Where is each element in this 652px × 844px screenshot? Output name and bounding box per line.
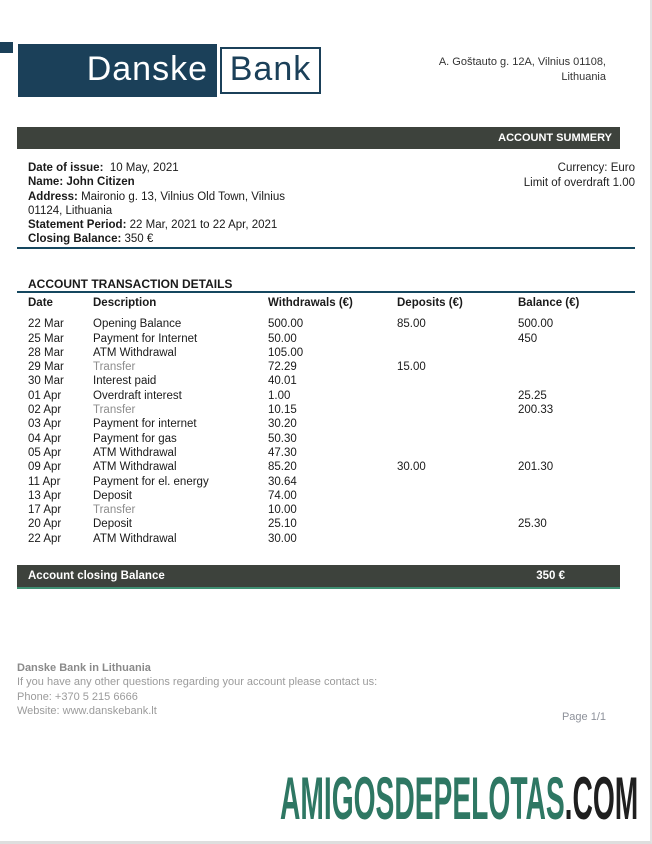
cell-description: Deposit	[93, 489, 132, 502]
table-row	[17, 503, 635, 517]
table-row	[17, 403, 635, 417]
statement-period-label: Statement Period:	[28, 219, 127, 232]
cell-description: Opening Balance	[93, 318, 182, 331]
table-row	[17, 446, 635, 460]
cell-withdrawals: 10.00	[268, 504, 297, 517]
cell-withdrawals: 500.00	[268, 318, 304, 331]
danske-bank-logo	[18, 44, 321, 97]
col-header-date: Date	[28, 297, 53, 309]
cell-deposits: 15.00	[397, 361, 426, 374]
cell-deposits	[397, 374, 518, 388]
col-header-deposits: Deposits (€)	[397, 297, 463, 309]
table-row	[17, 460, 635, 474]
cell-description: Transfer	[93, 361, 136, 374]
cell-withdrawals: 1.00	[268, 389, 291, 402]
closing-balance-label: Closing Balance:	[28, 233, 122, 246]
transaction-table	[17, 296, 635, 546]
col-header-withdrawals: Withdrawals (€)	[268, 297, 353, 309]
cell-withdrawals: 105.00	[268, 346, 304, 359]
cell-description: Transfer	[93, 504, 136, 517]
cell-date: 29 Mar	[28, 361, 64, 374]
cell-withdrawals: 47.30	[268, 446, 297, 459]
cell-date: 28 Mar	[28, 346, 64, 359]
cell-balance	[518, 346, 635, 360]
cell-date: 02 Apr	[28, 404, 62, 417]
table-row	[17, 389, 635, 403]
summary-divider-rule	[17, 247, 635, 249]
cell-deposits: 30.00	[397, 461, 426, 474]
account-closing-balance-bar	[17, 565, 620, 589]
cell-description: Interest paid	[93, 375, 157, 388]
col-header-description: Description	[93, 297, 157, 309]
cell-deposits	[397, 417, 518, 431]
cell-date: 11 Apr	[28, 475, 61, 488]
watermark-name: AMIGOSDEPELOTAS	[279, 765, 565, 832]
address-value: Maironio g. 13, Vilnius Old Town, Vilnius	[81, 190, 285, 203]
table-row	[17, 346, 635, 360]
cell-balance: 500.00	[518, 318, 554, 331]
cell-withdrawals: 50.30	[268, 432, 297, 445]
cell-deposits	[397, 475, 518, 489]
cell-deposits	[397, 389, 518, 403]
cell-balance	[518, 532, 635, 546]
cell-balance	[518, 489, 635, 503]
cell-deposits	[397, 432, 518, 446]
cell-date: 22 Mar	[28, 318, 64, 331]
watermark-tld: .COM	[564, 765, 638, 832]
cell-balance	[518, 432, 635, 446]
cell-withdrawals: 10.15	[268, 404, 297, 417]
cell-deposits	[397, 517, 518, 531]
cell-balance: 25.25	[518, 389, 547, 402]
cell-balance: 450	[518, 332, 538, 345]
cell-date: 22 Apr	[28, 532, 62, 545]
cell-deposits	[397, 403, 518, 417]
cell-deposits	[397, 346, 518, 360]
bank-address	[439, 55, 606, 85]
footer-contact-block	[17, 661, 377, 718]
page-number: Page 1/1	[561, 711, 606, 723]
cell-deposits	[397, 503, 518, 517]
cell-description: ATM Withdrawal	[93, 461, 177, 474]
closing-bar-amount: 350 €	[536, 570, 565, 582]
cell-deposits	[397, 446, 518, 460]
cell-balance	[518, 374, 635, 388]
summary-info-right	[447, 161, 635, 247]
table-divider-rule	[17, 291, 635, 293]
closing-balance-line	[28, 232, 447, 246]
customer-address-line2: 01124, Lithuania	[28, 204, 113, 217]
table-row	[17, 517, 635, 531]
cell-description: Payment for Internet	[93, 332, 198, 345]
watermark	[280, 764, 638, 833]
cell-date: 09 Apr	[28, 461, 62, 474]
table-row	[17, 317, 635, 331]
cell-balance	[518, 503, 635, 517]
cell-balance	[518, 360, 635, 374]
cell-balance	[518, 446, 635, 460]
cell-deposits	[397, 332, 518, 346]
customer-name-line: Name: John Citizen	[28, 176, 135, 189]
cell-withdrawals: 50.00	[268, 332, 297, 345]
table-row	[17, 360, 635, 374]
table-row	[17, 532, 635, 546]
closing-balance-value: 350 €	[124, 233, 154, 246]
cell-deposits	[397, 532, 518, 546]
cell-description: Payment for gas	[93, 432, 177, 445]
logo-bank-box: Bank	[220, 47, 321, 94]
cell-description: ATM Withdrawal	[93, 532, 177, 545]
cell-withdrawals: 30.20	[268, 418, 297, 431]
cell-date: 03 Apr	[28, 418, 62, 431]
table-row	[17, 374, 635, 388]
cell-withdrawals: 25.10	[268, 518, 297, 531]
summary-info-block	[17, 161, 635, 247]
account-summary-bar	[17, 127, 620, 149]
scan-artifact-mark	[0, 42, 13, 53]
cell-date: 13 Apr	[28, 489, 62, 502]
cell-withdrawals: 30.64	[268, 475, 297, 488]
summary-info-left	[17, 161, 447, 247]
cell-withdrawals: 30.00	[268, 532, 297, 545]
closing-bar-label: Account closing Balance	[28, 570, 165, 582]
cell-description: Transfer	[93, 404, 136, 417]
currency-line: Currency: Euro	[557, 162, 635, 174]
cell-date: 01 Apr	[28, 389, 62, 402]
date-of-issue-line	[28, 161, 447, 175]
cell-description: ATM Withdrawal	[93, 446, 177, 459]
date-of-issue-label: Date of issue:	[28, 162, 104, 174]
table-row	[17, 489, 635, 503]
cell-balance	[518, 417, 635, 431]
table-row	[17, 432, 635, 446]
bank-address-line1: A. Goštauto g. 12A, Vilnius 01108,	[438, 56, 606, 68]
cell-withdrawals: 85.20	[268, 461, 297, 474]
cell-deposits: 85.00	[397, 318, 426, 331]
table-row	[17, 417, 635, 431]
cell-description: Payment for internet	[93, 418, 197, 431]
account-summary-title: ACCOUNT SUMMERY	[498, 132, 612, 144]
footer-phone: Phone: +370 5 215 6666	[17, 690, 138, 703]
bank-address-line2: Lithuania	[561, 71, 606, 83]
cell-deposits	[397, 489, 518, 503]
statement-period-line	[28, 218, 447, 232]
col-header-balance: Balance (€)	[518, 297, 580, 309]
cell-description: Overdraft interest	[93, 389, 182, 402]
logo-danske-box: Danske	[18, 44, 217, 97]
cell-date: 05 Apr	[28, 446, 62, 459]
statement-period-value: 22 Mar, 2021 to 22 Apr, 2021	[129, 219, 278, 232]
cell-date: 20 Apr	[28, 518, 62, 531]
cell-date: 04 Apr	[28, 432, 62, 445]
cell-description: Deposit	[93, 518, 132, 531]
customer-address-line	[28, 190, 447, 204]
cell-date: 30 Mar	[28, 375, 64, 388]
cell-description: Payment for el. energy	[93, 475, 209, 488]
footer-title: Danske Bank in Lithuania	[17, 662, 151, 674]
cell-withdrawals: 72.29	[268, 361, 297, 374]
address-label: Address:	[28, 190, 78, 203]
date-of-issue-value: 10 May, 2021	[109, 162, 179, 174]
footer-website: Website: www.danskebank.lt	[17, 704, 157, 717]
cell-description: ATM Withdrawal	[93, 346, 177, 359]
cell-balance: 25.30	[518, 518, 547, 531]
overdraft-line: Limit of overdraft 1.00	[523, 176, 635, 189]
cell-balance: 200.33	[518, 404, 554, 417]
table-row	[17, 475, 635, 489]
cell-withdrawals: 74.00	[268, 489, 297, 502]
table-row	[17, 332, 635, 346]
cell-withdrawals: 40.01	[268, 375, 297, 388]
transaction-section-title: ACCOUNT TRANSACTION DETAILS	[28, 277, 233, 291]
cell-date: 17 Apr	[28, 504, 62, 517]
cell-balance	[518, 475, 635, 489]
cell-date: 25 Mar	[28, 332, 64, 345]
footer-contact-line: If you have any other questions regarding your account please contact us:	[17, 676, 378, 689]
transaction-rows	[17, 317, 635, 546]
table-header-row	[17, 296, 635, 310]
cell-balance: 201.30	[518, 461, 554, 474]
